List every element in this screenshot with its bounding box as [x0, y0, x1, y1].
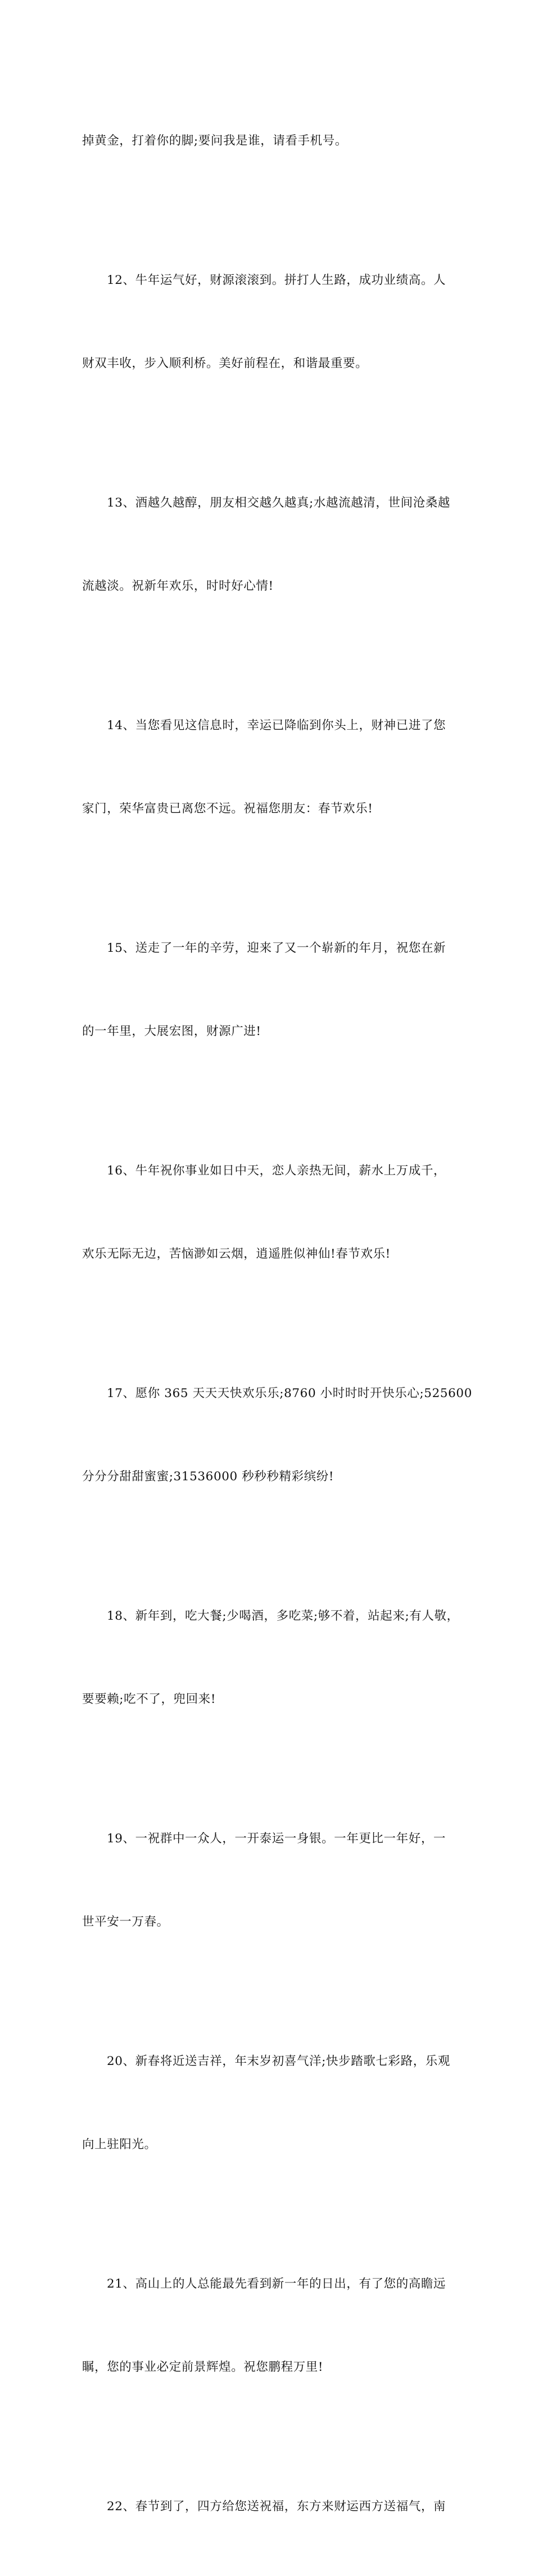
paragraph-22 — [82, 2437, 454, 2576]
text-line: 掉黄金，打着你的脚;要问我是谁，请看手机号。 — [82, 127, 454, 155]
paragraph-19 — [82, 1769, 454, 1992]
text-line: 要要赖;吃不了，兜回来! — [82, 1685, 454, 1714]
text-line: 的一年里，大展宏图，财源广进! — [82, 1018, 454, 1046]
text-line: 12、牛年运气好，财源滚滚到。拼打人生路，成功业绩高。人 — [82, 266, 454, 295]
text-line: 瞩，您的事业必定前景辉煌。祝您鹏程万里! — [82, 2353, 454, 2381]
text-line: 17、愿你 365 天天天快欢乐乐;8760 小时时时开快乐心;525600 — [82, 1380, 454, 1408]
paragraph-18 — [82, 1547, 454, 1769]
paragraph-12 — [82, 211, 454, 433]
text-line: 家门，荣华富贵已离您不远。祝福您朋友：春节欢乐! — [82, 795, 454, 823]
paragraph-15 — [82, 879, 454, 1101]
text-line: 流越淡。祝新年欢乐，时时好心情! — [82, 572, 454, 600]
paragraph-11-continued — [82, 71, 454, 211]
paragraph-17 — [82, 1324, 454, 1547]
text-line: 13、酒越久越醇，朋友相交越久越真;水越流越清，世间沧桑越 — [82, 489, 454, 517]
document-page — [0, 0, 534, 756]
document-body — [82, 71, 454, 2576]
text-line: 16、牛年祝你事业如日中天，恋人亲热无间，薪水上万成千， — [82, 1157, 454, 1185]
text-line: 19、一祝群中一众人，一开泰运一身银。一年更比一年好，一 — [82, 1825, 454, 1853]
text-line: 15、送走了一年的辛劳，迎来了又一个崭新的年月，祝您在新 — [82, 934, 454, 962]
text-line: 欢乐无际无边，苦恼渺如云烟，逍遥胜似神仙!春节欢乐! — [82, 1240, 454, 1268]
text-line: 财双丰收，步入顺利桥。美好前程在，和谐最重要。 — [82, 350, 454, 378]
text-line: 分分分甜甜蜜蜜;31536000 秒秒秒精彩缤纷! — [82, 1463, 454, 1491]
paragraph-13 — [82, 433, 454, 656]
text-line: 世平安一万春。 — [82, 1908, 454, 1936]
text-line: 22、春节到了，四方给您送祝福，东方来财运西方送福气，南 — [82, 2493, 454, 2521]
text-line: 向上驻阳光。 — [82, 2131, 454, 2159]
paragraph-16 — [82, 1101, 454, 1324]
text-line: 20、新春将近送吉祥，年末岁初喜气洋;快步踏歌七彩路，乐观 — [82, 2048, 454, 2076]
paragraph-14 — [82, 656, 454, 879]
text-line: 21、高山上的人总能最先看到新一年的日出，有了您的高瞻远 — [82, 2270, 454, 2298]
paragraph-21 — [82, 2215, 454, 2437]
paragraph-20 — [82, 1992, 454, 2215]
text-line: 14、当您看见这信息时，幸运已降临到你头上，财神已进了您 — [82, 712, 454, 740]
text-line: 18、新年到，吃大餐;少喝酒，多吃菜;够不着，站起来;有人敬， — [82, 1602, 454, 1630]
